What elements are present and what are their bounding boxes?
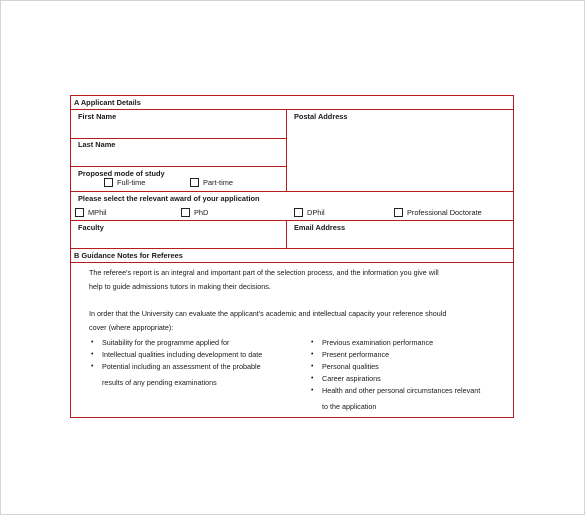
guidance-paragraph-1-line-2: help to guide admissions tutors in making their decisions. — [89, 282, 271, 291]
full-time-label: Full-time — [117, 178, 146, 187]
bullet-icon: • — [311, 351, 314, 358]
left-bullet-list — [91, 337, 262, 389]
mphil-checkbox[interactable] — [75, 208, 84, 217]
bullet-icon: • — [311, 375, 314, 382]
faculty-field[interactable] — [75, 233, 283, 245]
list-item-continuation: to the application — [322, 402, 377, 411]
bullet-icon: • — [91, 351, 94, 358]
mphil-label: MPhil — [88, 208, 107, 217]
last-name-label: Last Name — [78, 140, 116, 149]
bullet-icon: • — [91, 339, 94, 346]
dphil-label: DPhil — [307, 208, 325, 217]
mode-of-study-label: Proposed mode of study — [78, 169, 165, 178]
list-item: • Previous examination performance — [311, 338, 434, 347]
list-item: • Suitability for the programme applied for — [91, 338, 230, 347]
divider — [71, 191, 513, 192]
guidance-paragraph-2-line-2: cover (where appropriate): — [89, 323, 174, 332]
email-address-label: Email Address — [294, 223, 346, 232]
dphil-checkbox[interactable] — [294, 208, 303, 217]
divider — [71, 220, 513, 221]
list-item: • Personal qualities — [311, 362, 379, 371]
last-name-field[interactable] — [75, 150, 283, 164]
divider — [71, 262, 513, 263]
referee-form — [70, 95, 514, 418]
bullet-icon: • — [311, 363, 314, 370]
postal-address-label: Postal Address — [294, 112, 348, 121]
email-address-field[interactable] — [291, 233, 509, 245]
full-time-checkbox[interactable] — [104, 178, 113, 187]
divider — [71, 138, 287, 139]
section-b-heading: B Guidance Notes for Referees — [74, 251, 183, 260]
phd-label: PhD — [194, 208, 209, 217]
professional-doctorate-label: Professional Doctorate — [407, 208, 482, 217]
list-item: • Potential including an assessment of the probable results of any pending examinations — [91, 362, 261, 387]
phd-checkbox[interactable] — [181, 208, 190, 217]
bullet-icon: • — [311, 339, 314, 346]
guidance-paragraph-2-line-1: In order that the University can evaluate the applicant's academic and intellectual capacity your reference should — [89, 309, 447, 318]
list-item: • Present performance — [311, 350, 390, 359]
award-label: Please select the relevant award of your application — [78, 194, 260, 203]
list-item: • Health and other personal circumstances relevant to the application — [311, 386, 481, 411]
part-time-label: Part-time — [203, 178, 233, 187]
divider — [286, 109, 287, 191]
divider — [71, 248, 513, 249]
part-time-checkbox[interactable] — [190, 178, 199, 187]
guidance-paragraph-1-line-1: The referee's report is an integral and important part of the selection process, and the information you give will — [89, 268, 439, 277]
divider — [71, 166, 287, 167]
list-item: • Career aspirations — [311, 374, 381, 383]
faculty-label: Faculty — [78, 223, 104, 232]
list-item-continuation: results of any pending examinations — [102, 378, 217, 387]
bullet-icon: • — [91, 363, 94, 370]
postal-address-field[interactable] — [291, 122, 509, 188]
section-a-heading: A Applicant Details — [74, 98, 141, 107]
list-item: • Intellectual qualities including development to date — [91, 350, 263, 359]
divider — [71, 109, 513, 110]
professional-doctorate-checkbox[interactable] — [394, 208, 403, 217]
first-name-label: First Name — [78, 112, 117, 121]
right-bullet-list — [311, 337, 480, 413]
divider — [286, 220, 287, 248]
bullet-icon: • — [311, 387, 314, 394]
first-name-field[interactable] — [75, 122, 283, 136]
